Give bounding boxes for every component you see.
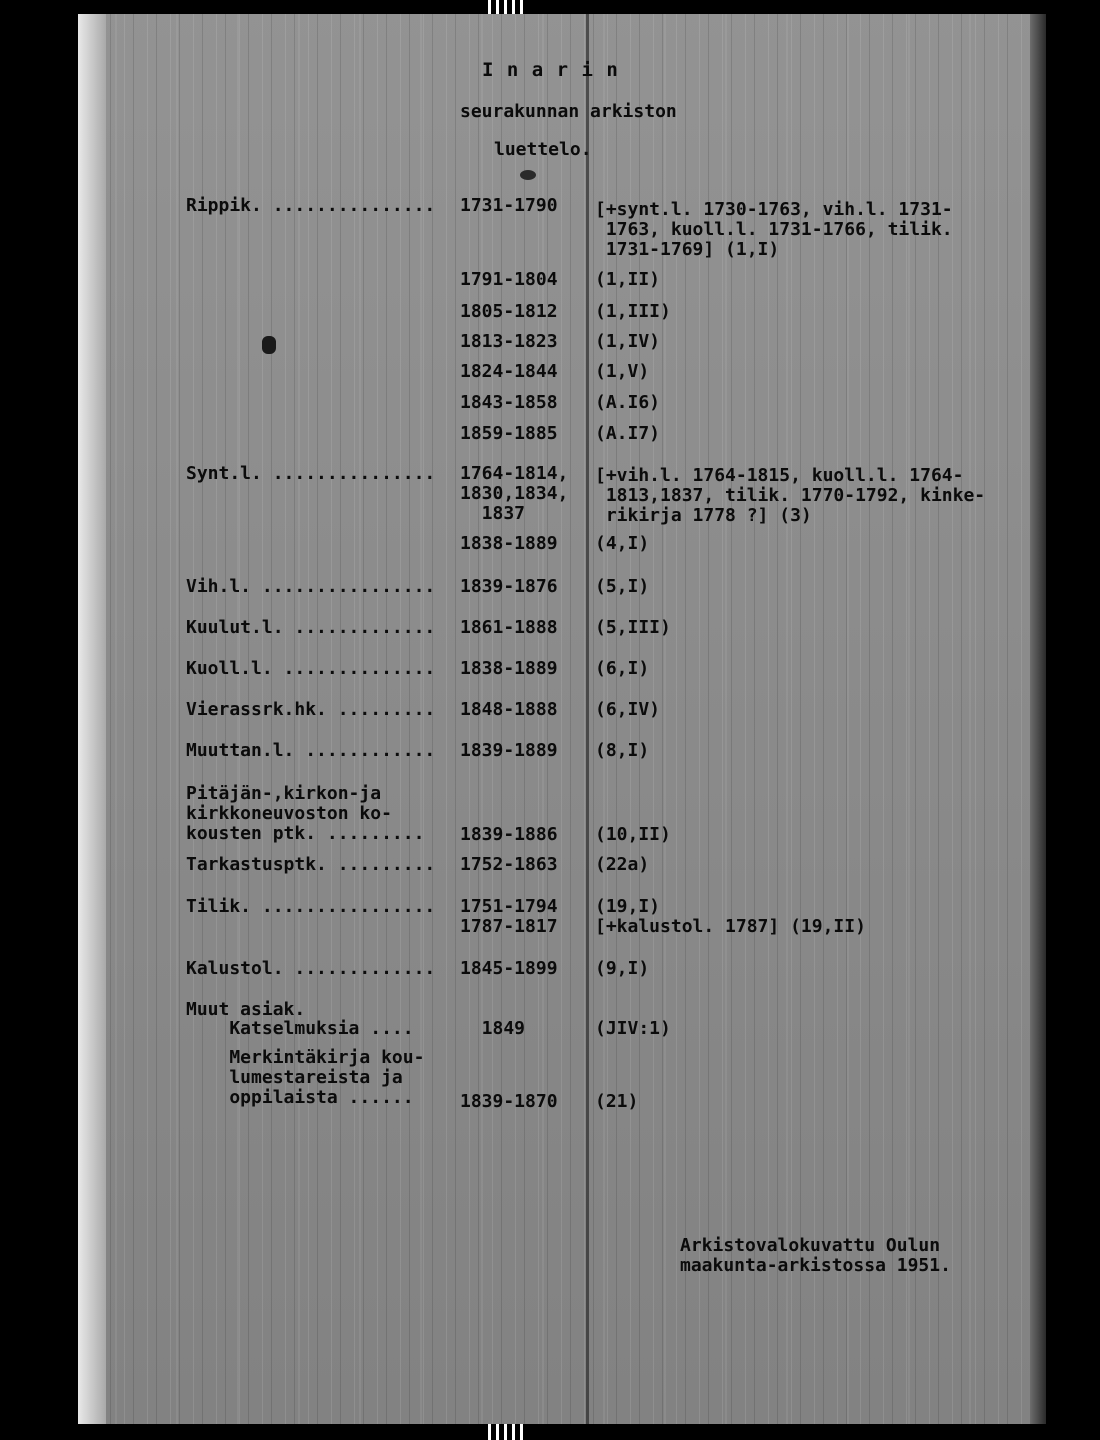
row-label: Rippik. ............... [186,195,436,216]
row-label: Synt.l. ............... [186,463,436,484]
row-label: Vih.l. ................ [186,576,436,597]
row-ref: (JIV:1) [595,1018,671,1039]
row-ref: (10,II) [595,824,671,845]
row-ref: (21) [595,1091,639,1112]
row-ref: [+vih.l. 1764-1815, kuoll.l. 1764- 1813,1837, tilik. 1770-1792, kinke- rikirja 1778 ?] (3) [595,465,986,526]
row-years: 1839-1889 [460,740,558,761]
row-label: Pitäjän-,kirkon-ja kirkkoneuvoston ko- kousten ptk. ......... [186,783,425,844]
row-label: Tarkastusptk. ......... [186,854,436,875]
header-caption: luettelo. [494,139,592,160]
row-label: Merkintäkirja kou- lumestareista ja oppilaista ...... [229,1047,425,1108]
row-years: 1805-1812 [460,301,558,322]
row-ref: (1,II) [595,269,661,290]
row-ref: [+synt.l. 1730-1763, vih.l. 1731- 1763, kuoll.l. 1731-1766, tilik. 1731-1769] (1,I) [595,199,953,260]
row-ref: (1,IV) [595,331,661,352]
row-ref: (6,IV) [595,699,661,720]
row-ref: (8,I) [595,740,650,761]
row-years: 1824-1844 [460,361,558,382]
row-years: 1845-1899 [460,958,558,979]
row-years: 1751-1794 1787-1817 [460,896,558,937]
header-subtitle: seurakunnan arkiston [460,101,677,122]
row-ref: (5,III) [595,617,671,638]
row-years: 1843-1858 [460,392,558,413]
footer-line2: maakunta-arkistossa 1951. [680,1255,951,1276]
row-label: Kuoll.l. .............. [186,658,436,679]
row-label: Muuttan.l. ............ [186,740,436,761]
row-years: 1839-1886 [460,824,558,845]
row-years: 1848-1888 [460,699,558,720]
row-label: Muut asiak. [186,999,306,1020]
row-label: Kalustol. ............. [186,958,436,979]
row-years: 1813-1823 [460,331,558,352]
row-years: 1839-1870 [460,1091,558,1112]
row-years: 1838-1889 [460,658,558,679]
row-years: 1839-1876 [460,576,558,597]
row-ref: (22a) [595,854,650,875]
row-ref: (A.I7) [595,423,661,444]
row-ref: (1,III) [595,301,671,322]
row-ref: (6,I) [595,658,650,679]
footer-line1: Arkistovalokuvattu Oulun [680,1235,941,1256]
fold-line [586,14,589,1424]
row-label: Katselmuksia .... [186,1018,414,1039]
row-label: Kuulut.l. ............. [186,617,436,638]
sheet-edge-right [1030,14,1046,1424]
row-years: 1859-1885 [460,423,558,444]
row-years: 1838-1889 [460,533,558,554]
row-label: Tilik. ................ [186,896,436,917]
ink-smudge [520,170,536,180]
header-title: I n a r i n [482,59,619,81]
row-ref: (A.I6) [595,392,661,413]
ink-stamp [262,336,276,354]
row-ref: (5,I) [595,576,650,597]
row-ref: (9,I) [595,958,650,979]
row-years: 1849 [460,1018,526,1039]
row-years: 1861-1888 [460,617,558,638]
sheet-edge-left [78,14,106,1424]
row-years: 1764-1814, 1830,1834, 1837 [460,463,569,524]
row-ref: (1,V) [595,361,650,382]
row-years: 1731-1790 [460,195,558,216]
row-ref: (4,I) [595,533,650,554]
row-ref: (19,I) [+kalustol. 1787] (19,II) [595,896,866,937]
row-years: 1752-1863 [460,854,558,875]
row-label: Vierassrk.hk. ......... [186,699,436,720]
row-years: 1791-1804 [460,269,558,290]
